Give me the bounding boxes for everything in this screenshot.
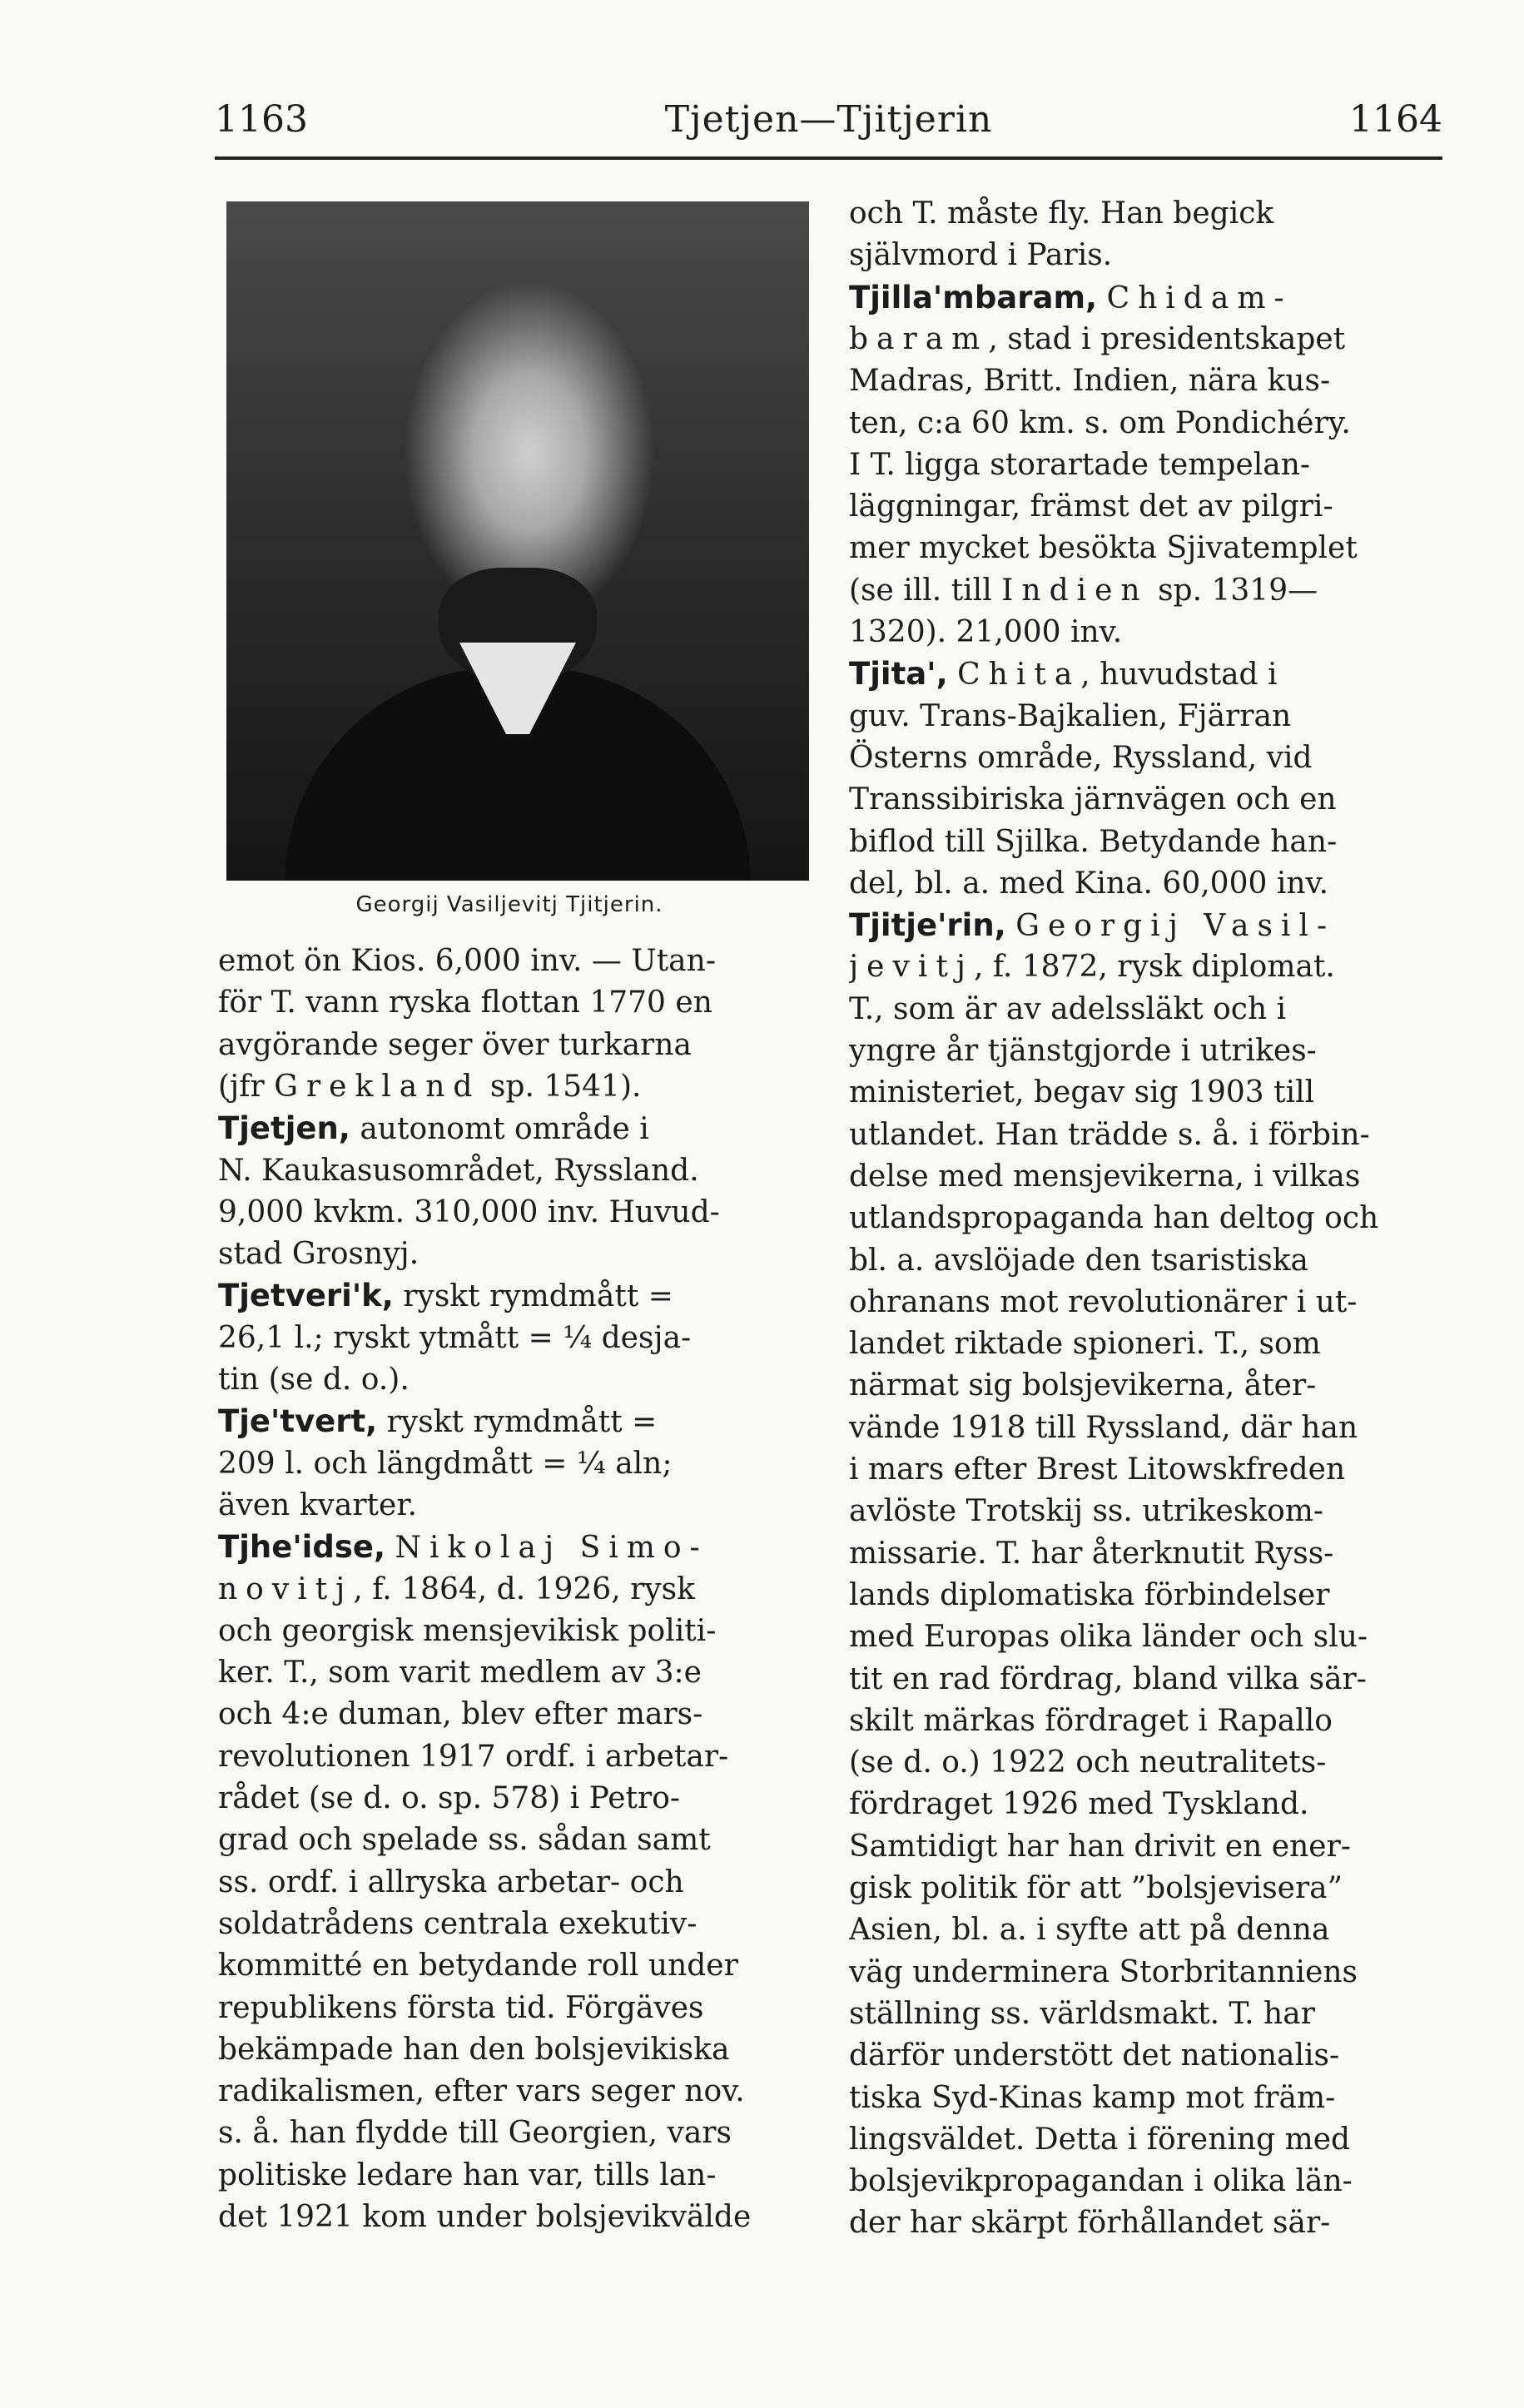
- page-number-left: 1163: [215, 98, 308, 141]
- text-line: [218, 1988, 801, 2029]
- text-line: [849, 1659, 1432, 1700]
- header-rule: [215, 156, 1442, 160]
- text-line: [849, 1198, 1432, 1239]
- line-text: 209 l. och längdmått = ¼ aln;: [218, 1446, 673, 1481]
- spaced-text: novitj: [218, 1571, 354, 1606]
- line-text: [1097, 281, 1106, 315]
- line-text: vände 1918 till Ryssland, där han: [849, 1410, 1358, 1445]
- text-line: [849, 1742, 1432, 1784]
- text-line: [218, 1694, 801, 1735]
- line-text: [1006, 909, 1015, 943]
- line-text: utlandet. Han trädde s. å. i förbin-: [849, 1117, 1370, 1152]
- line-text: emot ön Kios. 6,000 inv. — Utan-: [218, 944, 716, 978]
- text-line: [218, 982, 801, 1024]
- line-text: [948, 658, 957, 692]
- line-text: grad och spelade ss. sådan samt: [218, 1823, 711, 1858]
- text-line: [218, 1234, 801, 1275]
- line-text: , stad i presidentskapet: [988, 321, 1346, 356]
- line-text: Madras, Britt. Indien, nära kus-: [849, 364, 1331, 399]
- text-line: [218, 2197, 801, 2238]
- line-text: bl. a. avslöjade den tsaristiska: [849, 1243, 1308, 1278]
- text-line: [218, 2113, 801, 2154]
- text-line: [849, 1072, 1432, 1114]
- text-line: [218, 1443, 801, 1485]
- text-line: [218, 1108, 801, 1149]
- spaced-text: Indien: [1001, 573, 1149, 608]
- line-text: N. Kaukasusområdet, Ryssland.: [218, 1153, 699, 1188]
- page-header: [215, 98, 1442, 156]
- line-text: kommitté en betydande roll under: [218, 1949, 738, 1983]
- text-line: [849, 2202, 1432, 2244]
- line-text: ryskt rymdmått =: [393, 1279, 673, 1314]
- text-line: [849, 1868, 1432, 1909]
- text-line: [218, 1527, 801, 1568]
- line-text: ker. T., som varit medlem av 3:e: [218, 1656, 702, 1691]
- line-text: ställning ss. världsmakt. T. har: [849, 1996, 1315, 2031]
- line-text: lingsväldet. Detta i förening med: [849, 2122, 1351, 2157]
- text-line: [849, 193, 1432, 235]
- line-text: tin (se d. o.).: [218, 1363, 410, 1397]
- spaced-text: Chidam-: [1106, 281, 1293, 315]
- line-text: radikalismen, efter vars seger nov.: [218, 2074, 745, 2109]
- line-text: 9,000 kvkm. 310,000 inv. Huvud-: [218, 1194, 720, 1229]
- line-text: och 4:e duman, blev efter mars-: [218, 1697, 703, 1732]
- line-text: bolsjevikpropagandan i olika län-: [849, 2164, 1353, 2199]
- text-line: [849, 1115, 1432, 1156]
- line-text: ministeriet, begav sig 1903 till: [849, 1075, 1315, 1110]
- entry-headword: Tjilla'mbaram,: [849, 279, 1098, 315]
- text-line: [218, 1820, 801, 1861]
- text-line: [849, 570, 1432, 612]
- text-line: [849, 822, 1432, 863]
- entry-headword: Tjetveri'k,: [218, 1278, 394, 1314]
- text-line: [849, 737, 1432, 779]
- text-line: [849, 779, 1432, 821]
- line-text: och T. måste fly. Han begick: [849, 196, 1274, 231]
- line-text: närmat sig bolsjevikerna, åter-: [849, 1368, 1317, 1403]
- text-line: [218, 941, 801, 982]
- line-text: utlandspropaganda han deltog och: [849, 1201, 1379, 1236]
- line-text: del, bl. a. med Kina. 60,000 inv.: [849, 866, 1329, 901]
- text-line: [849, 1030, 1432, 1072]
- text-line: [849, 1784, 1432, 1825]
- text-line: [849, 1240, 1432, 1282]
- text-line: [849, 1909, 1432, 1951]
- text-line: [218, 1862, 801, 1904]
- line-text: [385, 1531, 395, 1565]
- text-line: [849, 1365, 1432, 1407]
- text-line: [849, 1491, 1432, 1532]
- line-text: sp. 1541).: [480, 1069, 642, 1104]
- text-line: [218, 1569, 801, 1611]
- text-line: [849, 653, 1432, 695]
- line-text: der har skärpt förhållandet sär-: [849, 2206, 1331, 2241]
- photo-caption: Georgij Vasiljevitj Tjitjerin.: [355, 892, 663, 917]
- text-line: [849, 1993, 1432, 2035]
- line-text: , f. 1872, rysk diplomat.: [973, 950, 1335, 985]
- text-line: [849, 1952, 1432, 1993]
- line-text: , huvudstad i: [1080, 658, 1278, 693]
- text-line: [218, 1945, 801, 1987]
- line-text: därför understött det nationalis-: [849, 2038, 1340, 2073]
- text-line: [849, 486, 1432, 528]
- line-text: delse med mensjevikerna, i vilkas: [849, 1159, 1361, 1194]
- text-line: [849, 2119, 1432, 2161]
- line-text: avlöste Trotskij ss. utrikeskom-: [849, 1494, 1324, 1529]
- line-text: fördraget 1926 med Tyskland.: [849, 1787, 1309, 1822]
- text-line: [218, 2029, 801, 2071]
- line-text: (se d. o.) 1922 och neutralitets-: [849, 1745, 1327, 1780]
- line-text: mer mycket besökta Sjivatemplet: [849, 531, 1358, 566]
- line-text: landet riktade spioneri. T., som: [849, 1327, 1321, 1362]
- line-text: autonomt område i: [350, 1112, 649, 1147]
- text-line: [849, 2161, 1432, 2202]
- text-line: [849, 1575, 1432, 1616]
- spaced-text: Chita: [957, 658, 1081, 693]
- text-line: [849, 403, 1432, 444]
- text-line: [218, 1066, 801, 1108]
- line-text: I T. ligga storartade tempelan-: [849, 447, 1311, 482]
- line-text: läggningar, främst det av pilgri-: [849, 489, 1333, 524]
- line-text: revolutionen 1917 ordf. i arbetar-: [218, 1739, 729, 1774]
- line-text: (se ill. till: [849, 573, 1002, 608]
- text-line: [849, 612, 1432, 653]
- text-line: [849, 863, 1432, 905]
- line-text: Österns område, Ryssland, vid: [849, 740, 1313, 775]
- line-text: T., som är av adelssläkt och i: [849, 991, 1287, 1026]
- text-line: [218, 2155, 801, 2197]
- line-text: biflod till Sjilka. Betydande han-: [849, 824, 1338, 859]
- line-text: i mars efter Brest Litowskfreden: [849, 1452, 1346, 1487]
- text-line: [849, 905, 1432, 946]
- text-line: [849, 1449, 1432, 1491]
- text-line: [218, 1736, 801, 1778]
- line-text: gisk politik för att ”bolsjevisera”: [849, 1871, 1343, 1905]
- line-text: guv. Trans-Bajkalien, Fjärran: [849, 698, 1292, 733]
- text-line: [849, 1826, 1432, 1868]
- text-line: [218, 1150, 801, 1192]
- line-text: även kvarter.: [218, 1487, 418, 1522]
- line-text: tiska Syd-Kinas kamp mot främ-: [849, 2080, 1336, 2115]
- line-text: politiske ledare han var, tills lan-: [218, 2157, 717, 2192]
- line-text: bekämpade han den bolsjevikiska: [218, 2032, 730, 2067]
- entry-headword: Tjitje'rin,: [849, 907, 1006, 944]
- text-line: [218, 1778, 801, 1820]
- running-title: Tjetjen—Tjitjerin: [664, 98, 993, 141]
- spaced-text: Grekland: [274, 1069, 481, 1104]
- line-text: soldatrådens centrala exekutiv-: [218, 1906, 697, 1941]
- text-line: [218, 1904, 801, 1945]
- line-text: (jfr: [218, 1069, 275, 1104]
- spaced-text: Georgij Vasil-: [1015, 909, 1336, 944]
- line-text: missarie. T. har återknutit Ryss-: [849, 1536, 1334, 1571]
- entry-headword: Tjita',: [849, 656, 948, 693]
- line-text: Transsibiriska järnvägen och en: [849, 782, 1337, 817]
- text-line: [218, 1275, 801, 1317]
- text-line: [849, 2078, 1432, 2119]
- line-text: ss. ordf. i allryska arbetar- och: [218, 1864, 684, 1899]
- text-line: [849, 1408, 1432, 1449]
- entry-headword: Tje'tvert,: [218, 1403, 378, 1440]
- line-text: och georgisk mensjevikisk politi-: [218, 1613, 717, 1648]
- line-text: självmord i Paris.: [849, 238, 1113, 273]
- text-line: [218, 1318, 801, 1359]
- line-text: lands diplomatiska förbindelser: [849, 1577, 1330, 1612]
- text-line: [218, 1359, 801, 1401]
- text-line: [849, 2035, 1432, 2077]
- text-line: [218, 1485, 801, 1527]
- line-text: med Europas olika länder och slu-: [849, 1620, 1368, 1655]
- line-text: republikens första tid. Förgäves: [218, 1990, 704, 2025]
- line-text: det 1921 kom under bolsjevikvälde: [218, 2200, 752, 2234]
- line-text: Asien, bl. a. i syfte att på denna: [849, 1913, 1330, 1948]
- text-line: [849, 319, 1432, 360]
- line-text: , f. 1864, d. 1926, rysk: [353, 1571, 695, 1606]
- line-text: 26,1 l.; ryskt ytmått = ¼ desja-: [218, 1320, 692, 1355]
- text-line: [849, 1616, 1432, 1658]
- line-text: skilt märkas fördraget i Rapallo: [849, 1703, 1333, 1738]
- spaced-text: baram: [849, 321, 989, 356]
- text-line: [849, 444, 1432, 486]
- spaced-text: jevitj: [849, 950, 974, 985]
- line-text: ten, c:a 60 km. s. om Pondichéry.: [849, 405, 1351, 440]
- line-text: rådet (se d. o. sp. 578) i Petro-: [218, 1781, 681, 1815]
- entry-headword: Tjetjen,: [218, 1110, 350, 1147]
- text-line: [849, 235, 1432, 276]
- line-text: yngre år tjänstgjorde i utrikes-: [849, 1034, 1317, 1068]
- page-number-right: 1164: [1349, 98, 1442, 141]
- text-line: [849, 946, 1432, 988]
- text-line: [849, 1323, 1432, 1365]
- line-text: 1320). 21,000 inv.: [849, 615, 1123, 649]
- spaced-text: Nikolaj Simo-: [395, 1531, 708, 1566]
- entry-headword: Tjhe'idse,: [218, 1529, 386, 1566]
- line-text: ohranans mot revolutionärer i ut-: [849, 1284, 1358, 1319]
- text-line: [849, 360, 1432, 402]
- line-text: stad Grosnyj.: [218, 1237, 419, 1272]
- line-text: avgörande seger över turkarna: [218, 1027, 692, 1062]
- text-line: [218, 1401, 801, 1442]
- portrait-photo: [226, 201, 809, 881]
- text-line: [218, 2071, 801, 2113]
- line-text: Samtidigt har han drivit en ener-: [849, 1829, 1351, 1864]
- text-line: [218, 1652, 801, 1694]
- text-line: [849, 1156, 1432, 1198]
- line-text: sp. 1319—: [1148, 573, 1318, 608]
- line-text: för T. vann ryska flottan 1770 en: [218, 986, 712, 1020]
- text-line: [849, 528, 1432, 569]
- line-text: ryskt rymdmått =: [377, 1405, 658, 1440]
- text-line: [849, 277, 1432, 319]
- text-line: [849, 989, 1432, 1030]
- text-line: [849, 1533, 1432, 1575]
- line-text: s. å. han flydde till Georgien, vars: [218, 2116, 732, 2151]
- line-text: tit en rad fördrag, bland vilka sär-: [849, 1661, 1367, 1696]
- text-line: [218, 1611, 801, 1652]
- text-line: [849, 1282, 1432, 1323]
- line-text: väg underminera Storbritanniens: [849, 1954, 1358, 1989]
- text-line: [849, 1700, 1432, 1742]
- text-line: [218, 1025, 801, 1066]
- text-line: [218, 1192, 801, 1234]
- text-line: [849, 696, 1432, 737]
